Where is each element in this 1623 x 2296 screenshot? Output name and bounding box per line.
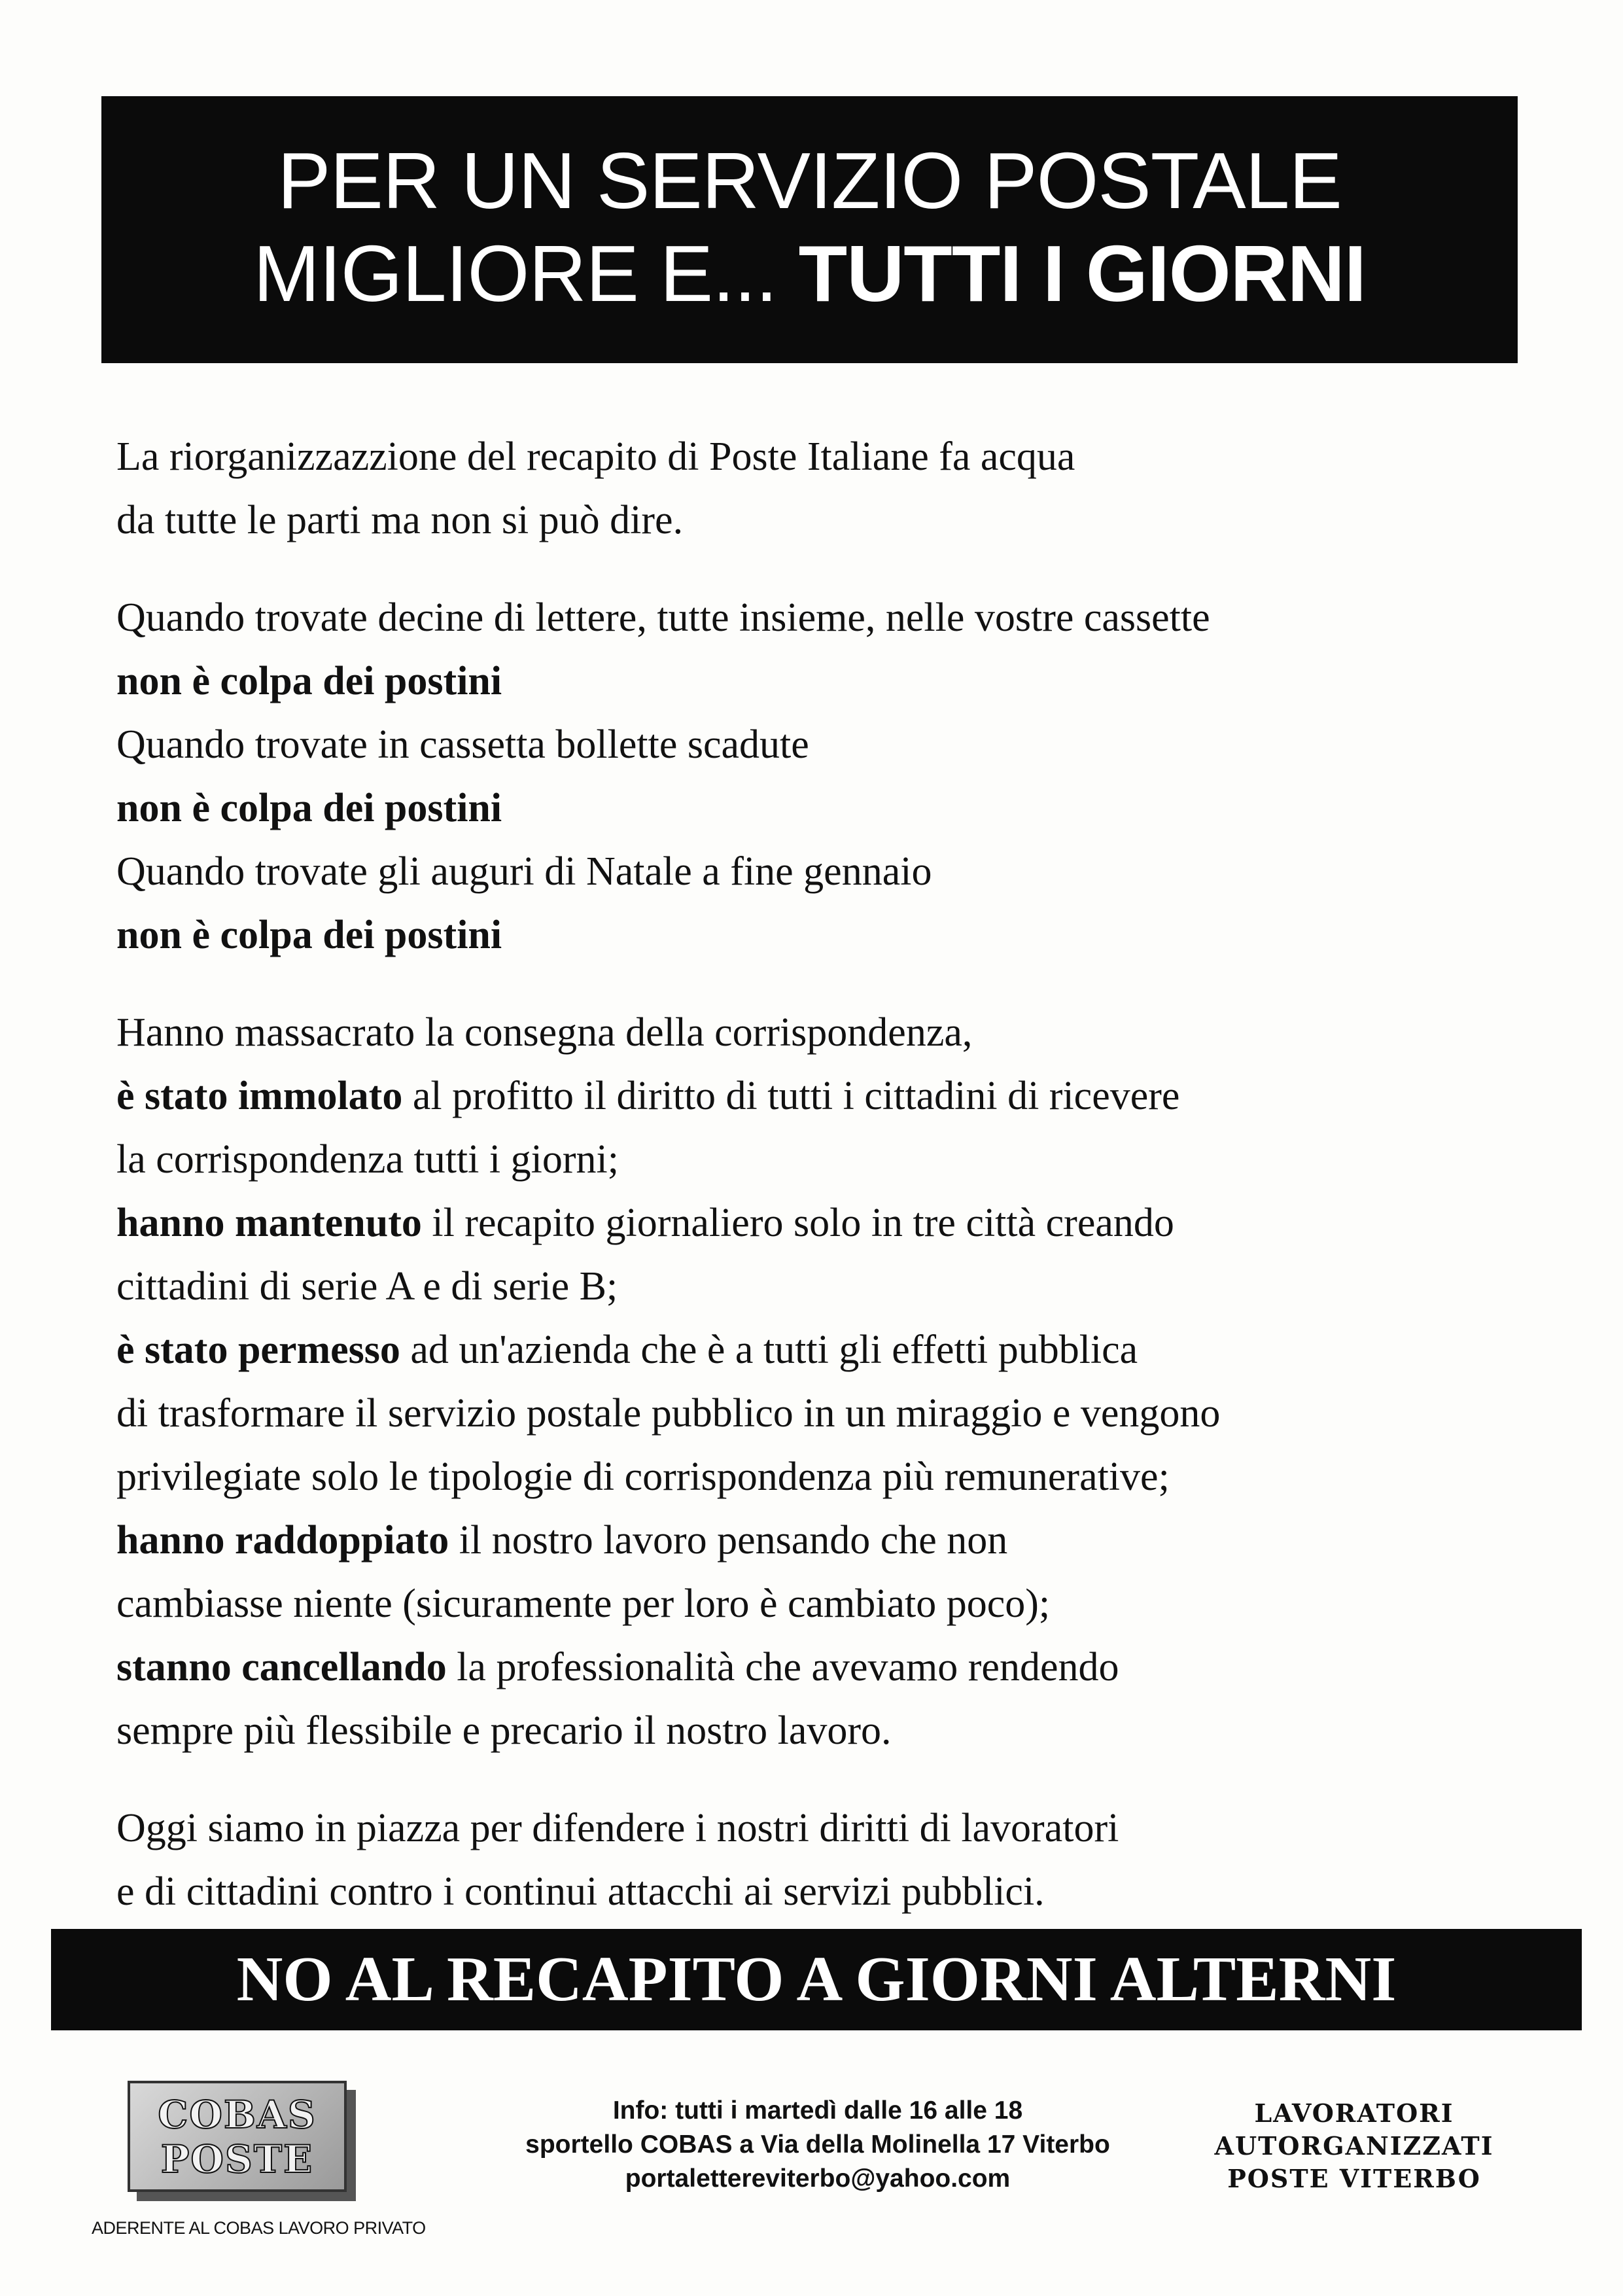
complaint-situation: Quando trovate in cassetta bollette scadute [116,722,809,767]
slogan-banner: NO AL RECAPITO A GIORNI ALTERNI [51,1929,1582,2030]
info-address: sportello COBAS a Via della Molinella 17 Viterbo [525,2130,1110,2159]
header-banner [101,96,1518,363]
header-title-bold: TUTTI I GIORNI [798,229,1366,318]
complaint-situation: Quando trovate gli auguri di Natale a fine gennaio [116,849,932,894]
flyer-body [116,425,1523,1924]
complaint-response: non è colpa dei postini [116,659,502,703]
workers-line: LAVORATORI [1254,2098,1454,2128]
logo-text-line: COBAS [158,2093,317,2137]
paragraph-gap [116,552,1523,586]
accusation-line [116,1065,1523,1128]
workers-line: AUTORGANIZZATI [1214,2131,1494,2161]
intro-line: da tutte le parti ma non si può dire. [116,498,684,542]
accusation-text: il nostro lavoro pensando che non [449,1518,1008,1563]
workers-signature [1171,2097,1537,2195]
accusation-text: il recapito giornaliero solo in tre città creando [421,1201,1174,1245]
accusation-line [116,1318,1523,1382]
accusation-line [116,1636,1523,1699]
accusation-text: ad un'azienda che è a tutti gli effetti pubblica [400,1328,1138,1372]
paragraph-gap [116,1763,1523,1797]
accusation-continuation: cittadini di serie A e di serie B; [116,1264,618,1309]
accusation-line [116,1192,1523,1255]
accusation-text: la professionalità che avevamo rendendo [446,1645,1119,1689]
info-email: portalettereviterbo@yahoo.com [625,2164,1011,2193]
closing-line: e di cittadini contro i continui attacchi ai servizi pubblici. [116,1869,1045,1914]
accusation-continuation: di trasformare il servizio postale pubblico in un miraggio e vengono [116,1391,1221,1436]
accusation-line [116,1509,1523,1572]
cobas-poste-logo [128,2081,347,2192]
complaint-situation: Quando trovate decine di lettere, tutte insieme, nelle vostre cassette [116,595,1210,640]
accusation-keyword: è stato permesso [116,1328,400,1372]
header-title-line-2 [101,227,1518,320]
accusation-keyword: è stato immolato [116,1074,403,1118]
logo-text-line: POSTE [160,2137,314,2181]
complaint-response: non è colpa dei postini [116,913,502,957]
info-block [432,2094,1204,2196]
accusation-continuation: cambiasse niente (sicuramente per loro è cambiato poco); [116,1581,1051,1626]
closing-line: Oggi siamo in piazza per difendere i nostri diritti di lavoratori [116,1806,1119,1850]
accusation-continuation: la corrispondenza tutti i giorni; [116,1137,619,1182]
logo-caption: ADERENTE AL COBAS LAVORO PRIVATO [92,2218,426,2238]
accusation-keyword: hanno mantenuto [116,1201,422,1245]
intro-line: La riorganizzazzione del recapito di Poste Italiane fa acqua [116,434,1075,479]
workers-line: POSTE VITERBO [1227,2164,1481,2193]
accusation-continuation: sempre più flessibile e precario il nostro lavoro. [116,1708,892,1753]
accusation-keyword: stanno cancellando [116,1645,447,1689]
accusation-continuation: privilegiate solo le tipologie di corrispondenza più remunerative; [116,1455,1170,1499]
accusations-intro: Hanno massacrato la consegna della corrispondenza, [116,1010,973,1055]
accusation-keyword: hanno raddoppiato [116,1518,449,1563]
header-title-line-1: PER UN SERVIZIO POSTALE [277,136,1342,225]
accusation-text: al profitto il diritto di tutti i cittadini di ricevere [402,1074,1180,1118]
header-title-regular: MIGLIORE E... [253,229,799,318]
paragraph-gap [116,967,1523,1001]
complaint-response: non è colpa dei postini [116,786,502,830]
info-hours: Info: tutti i martedì dalle 16 alle 18 [612,2096,1023,2125]
